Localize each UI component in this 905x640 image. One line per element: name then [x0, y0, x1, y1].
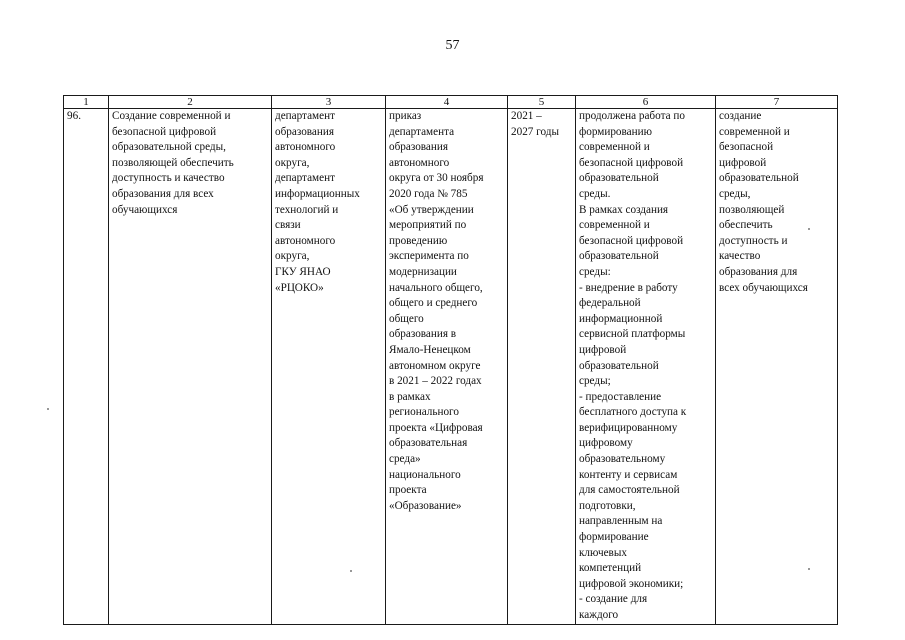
executors-text: департамент образования автономного округа, департамент информационных технологий и связи автономного округа, ГКУ ЯНАО «РЦОКО» — [275, 110, 360, 294]
measure-name: Создание современной и безопасной цифровой образовательной среды, позволяющей обеспечить доступность и качество образования для всех обучающихся — [112, 110, 234, 216]
column-header-4: 4 — [386, 96, 508, 109]
goal-cell — [716, 109, 838, 625]
column-header-1: 1 — [64, 96, 109, 109]
row-number-cell — [64, 109, 109, 625]
header-row — [64, 96, 838, 109]
scan-speck — [808, 228, 810, 230]
period-cell — [508, 109, 576, 625]
column-header-3: 3 — [272, 96, 386, 109]
document-text: приказ департамента образования автономного округа от 30 ноября 2020 года № 785 «Об утверждении мероприятий по проведению эксперимента по модернизации начального общего, общего и среднего общего образования в Ямало-Ненецком автономном округе в 2021 – 2022 годах в рамках регионального проекта «Цифровая образовательная среда» национального проекта «Образование» — [389, 110, 484, 512]
column-header-6: 6 — [576, 96, 716, 109]
column-header-2: 2 — [109, 96, 272, 109]
executors-cell — [272, 109, 386, 625]
row-number: 96. — [67, 110, 81, 122]
result-text: продолжена работа по формированию современной и безопасной цифровой образовательной среды. В рамках создания современной и безопасной цифровой образовательной среды: - внедрение в работу федеральной информационной сервисной платформы цифровой образовательной среды; - предоставление бесплатного доступа к верифицированному цифровому образовательному контенту и сервисам для самостоятельной подготовки, направленным на формирование ключевых компетенций цифровой экономики; - создание для каждого — [579, 110, 687, 621]
column-header-7: 7 — [716, 96, 838, 109]
column-header-5: 5 — [508, 96, 576, 109]
goal-text: создание современной и безопасной цифровой образовательной среды, позволяющей обеспечить доступность и качество образования для всех обучающихся — [719, 110, 808, 294]
table-row — [64, 109, 838, 625]
result-cell — [576, 109, 716, 625]
scan-speck — [350, 570, 352, 572]
measure-name-cell — [109, 109, 272, 625]
period-text: 2021 – 2027 годы — [511, 110, 559, 138]
scan-speck — [47, 408, 49, 410]
scan-speck — [808, 568, 810, 570]
page-number: 57 — [445, 38, 460, 53]
document-cell — [386, 109, 508, 625]
measures-table — [63, 95, 838, 625]
